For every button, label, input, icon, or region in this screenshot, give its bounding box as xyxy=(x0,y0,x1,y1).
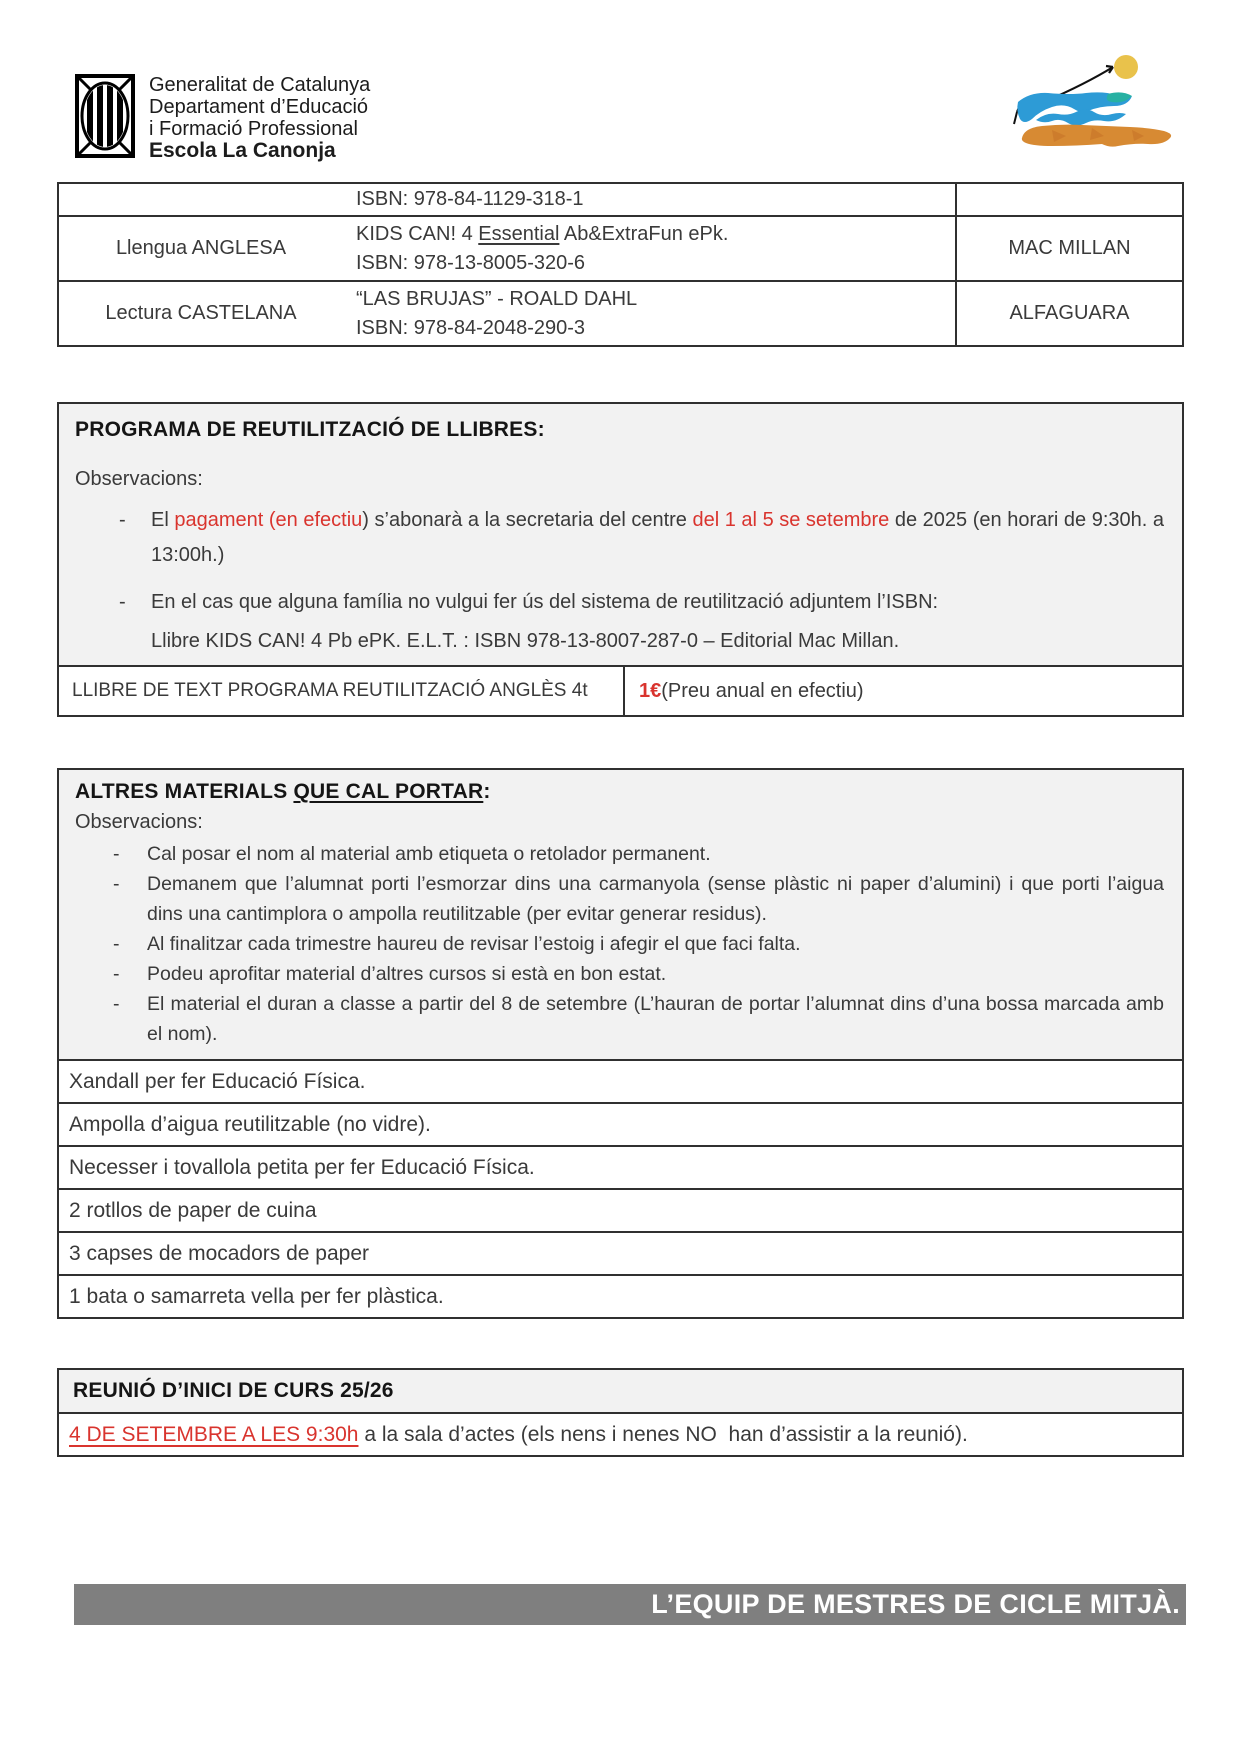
section-title: ALTRES MATERIALS QUE CAL PORTAR: xyxy=(75,780,491,803)
material-row: 1 bata o samarreta vella per fer plàstica. xyxy=(59,1274,1182,1317)
list-item: - En el cas que alguna família no vulgui fer ús del sistema de reutilització adjuntem l’ISBN: xyxy=(119,585,1164,620)
list-item: - Podeu aprofitar material d’altres cursos si està en bon estat. xyxy=(113,959,1164,989)
meeting-section xyxy=(57,1368,1184,1457)
school-beach-sun-logo-icon xyxy=(1012,50,1180,157)
table-cell-publisher xyxy=(955,184,1182,215)
price-row xyxy=(59,665,1182,715)
header-org-block xyxy=(75,74,370,163)
observations-label: Observacions: xyxy=(75,468,203,490)
list-item: - Al finalitzar cada trimestre haureu de revisar l’estoig i afegir el que faci falta. xyxy=(113,929,1164,959)
school-name: Escola La Canonja xyxy=(149,139,336,162)
material-row: 3 capses de mocadors de paper xyxy=(59,1231,1182,1274)
bullet-dash: - xyxy=(119,591,126,613)
price-label: LLIBRE DE TEXT PROGRAMA REUTILITZACIÓ ANGLÈS 4t xyxy=(59,667,625,715)
bullet-dash: - xyxy=(113,873,120,895)
section-title: REUNIÓ D’INICI DE CURS 25/26 xyxy=(73,1379,394,1402)
book-detail-line: ISBN: 978-84-1129-318-1 xyxy=(356,188,584,210)
table-cell-detail xyxy=(343,280,955,345)
meeting-body: 4 DE SETEMBRE A LES 9:30h a la sala d’actes (els nens i nenes NO han d’assistir a la reunió). xyxy=(59,1414,1182,1455)
table-cell-subject: Lectura CASTELANA xyxy=(59,280,343,345)
price-value: 1€ (Preu anual en efectiu) xyxy=(639,679,864,702)
material-row: 2 rotllos de paper de cuina xyxy=(59,1188,1182,1231)
table-cell-detail xyxy=(343,184,955,215)
table-cell-publisher: ALFAGUARA xyxy=(955,280,1182,345)
footer-text: L’EQUIP DE MESTRES DE CICLE MITJÀ. xyxy=(651,1589,1180,1619)
materials-section xyxy=(57,768,1184,1319)
book-detail-line: ISBN: 978-84-2048-290-3 xyxy=(356,316,586,339)
org-line-1: Generalitat de Catalunya xyxy=(149,74,371,96)
book-detail-line: KIDS CAN! 4 Essential Ab&ExtraFun ePk. xyxy=(356,222,729,245)
meeting-header xyxy=(59,1370,1182,1414)
bullet-dash: - xyxy=(119,509,126,531)
reuse-program-section xyxy=(57,402,1184,717)
book-detail-line: “LAS BRUJAS” - ROALD DAHL xyxy=(356,287,638,310)
list-item: - El material el duran a classe a partir del 8 de setembre (L’hauran de portar l’alumnat dins d’una bossa marcada amb el nom). xyxy=(113,989,1164,1049)
books-table xyxy=(57,182,1184,347)
bullet-dash: - xyxy=(113,993,120,1015)
table-cell-subject xyxy=(59,184,343,215)
bullet-dash: - xyxy=(113,963,120,985)
bullet-dash: - xyxy=(113,843,120,865)
material-row: Ampolla d’aigua reutilitzable (no vidre). xyxy=(59,1102,1182,1145)
table-cell-subject: Llengua ANGLESA xyxy=(59,215,343,280)
observations-label: Observacions: xyxy=(75,811,203,833)
section-title: PROGRAMA DE REUTILITZACIÓ DE LLIBRES: xyxy=(75,418,545,441)
book-detail-line: ISBN: 978-13-8005-320-6 xyxy=(356,251,586,274)
list-item: - Cal posar el nom al material amb etiqueta o retolador permanent. xyxy=(113,839,1164,869)
isbn-note: Llibre KIDS CAN! 4 Pb ePK. E.L.T. : ISBN 978-13-8007-287-0 – Editorial Mac Millan. xyxy=(151,630,900,652)
footer-signature-bar xyxy=(74,1584,1186,1625)
list-item: - Demanem que l’alumnat porti l’esmorzar dins una carmanyola (sense plàstic ni paper d’alumini) i que porti l’aigua dins una cantimplora o ampolla reutilitzable (per evitar generar residus). xyxy=(113,869,1164,929)
list-item: - El pagament (en efectiu) s’abonarà a la secretaria del centre del 1 al 5 se setembre de 2025 (en horari de 9:30h. a 13:00h.) xyxy=(119,503,1164,573)
table-cell-publisher: MAC MILLAN xyxy=(955,215,1182,280)
materials-observations xyxy=(59,770,1182,1059)
generalitat-seal-icon xyxy=(75,74,135,163)
org-line-3: i Formació Professional xyxy=(149,118,358,140)
org-line-2: Departament d’Educació xyxy=(149,96,369,118)
material-row: Necesser i tovallola petita per fer Educació Física. xyxy=(59,1145,1182,1188)
material-row: Xandall per fer Educació Física. xyxy=(59,1059,1182,1102)
bullet-dash: - xyxy=(113,933,120,955)
table-cell-detail xyxy=(343,215,955,280)
reuse-program-body xyxy=(59,404,1182,665)
